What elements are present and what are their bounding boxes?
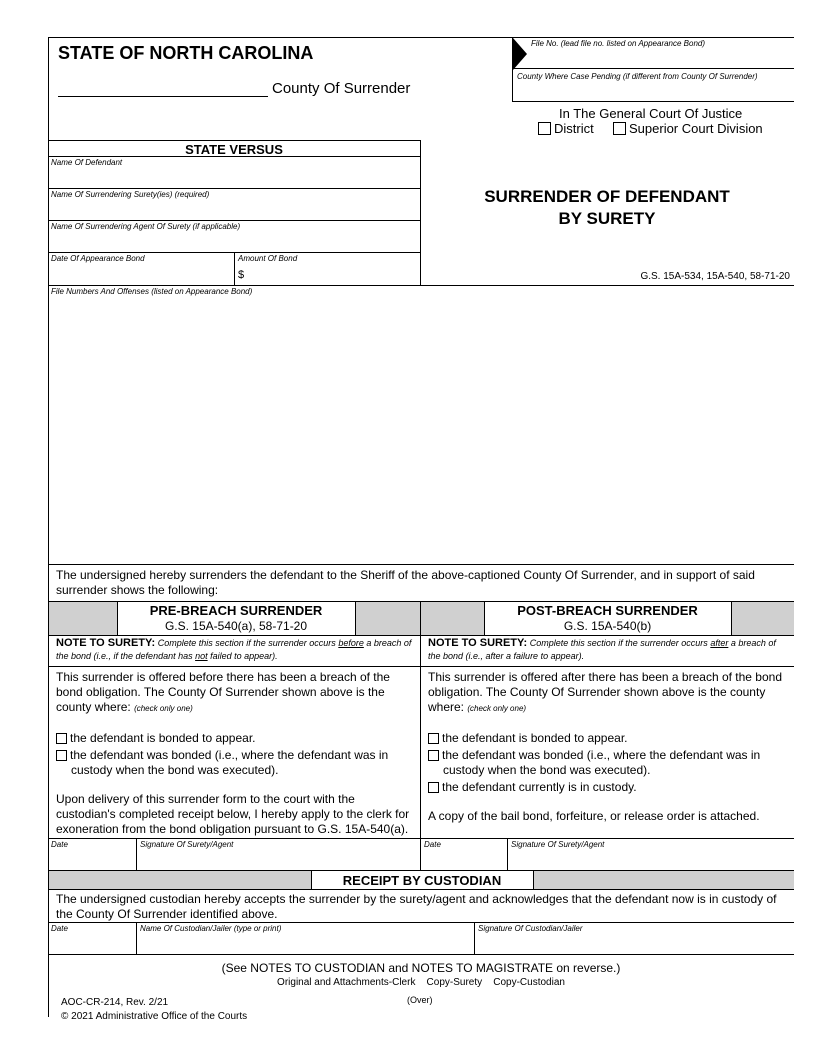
post-opt1-checkbox[interactable] [428,733,439,744]
post-gray-left [421,602,484,635]
pre-opt1[interactable]: the defendant is bonded to appear. [56,731,414,746]
post-date-label[interactable]: Date [424,840,441,849]
line-defendant [48,156,420,157]
pre-gray-right [356,602,420,635]
receipt-div2 [474,922,475,954]
district-label: District [554,121,594,136]
versus-top [48,140,420,141]
file-no-label[interactable]: File No. (lead file no. listed on Appearance Bond) [531,39,706,48]
title-line2: BY SURETY [558,209,656,228]
pre-delivery: Upon delivery of this surrender form to the court with the custodian's completed receipt below, I hereby apply to the clerk for exoneration from the bond obligation pursuant to G.S. 15A-540(a). [56,792,410,836]
post-statute: G.S. 15A-540(b) [563,619,652,633]
line-agent [48,220,420,221]
date-bond-label[interactable]: Date Of Appearance Bond [51,254,145,263]
surety-label[interactable]: Name Of Surrendering Surety(ies) (required) [51,190,210,199]
file-box-divider [512,68,794,69]
pre-opt1-checkbox[interactable] [56,733,67,744]
file-box-left [512,37,513,101]
receipt-gray-right [534,871,794,889]
sig-top [48,838,794,839]
receipt-sig-top [48,922,794,923]
post-gray-right [732,602,794,635]
defendant-label[interactable]: Name Of Defendant [51,158,123,167]
state-versus-label: STATE VERSUS [185,142,283,157]
section-divider [420,601,421,870]
amount-label[interactable]: Amount Of Bond [238,254,298,263]
receipt-title: RECEIPT BY CUSTODIAN [342,873,502,888]
pre-note: NOTE TO SURETY: Complete this section if the surrender occurs before a breach of the bond (i.e., if the defendant has not failed to appear). [56,637,412,661]
post-opt2[interactable]: the defendant was bonded (i.e., where the defendant was in custody when the bond was executed). [428,748,803,778]
form-number: AOC-CR-214, Rev. 2/21 [61,997,169,1008]
district-checkbox[interactable] [538,122,551,135]
pre-date-label[interactable]: Date [51,840,68,849]
state-heading: STATE OF NORTH CAROLINA [58,43,314,63]
pre-head-r [355,601,356,635]
receipt-gray-left [49,871,311,889]
pre-title: PRE-BREACH SURRENDER [149,603,323,618]
pre-sig-div [136,838,137,870]
superior-option[interactable] [613,121,763,136]
pre-opt2-checkbox[interactable] [56,750,67,761]
distribution: Original and Attachments-Clerk Copy-Surety Copy-Custodian [277,977,565,988]
top-border [48,37,794,38]
post-copy-note: A copy of the bail bond, forfeiture, or release order is attached. [428,809,760,823]
file-box-bottom [512,101,794,102]
court-label: In The General Court Of Justice [559,106,743,121]
title-statutes: G.S. 15A-534, 15A-540, 58-71-20 [640,271,790,282]
section-head-bottom [48,635,794,636]
agent-label[interactable]: Name Of Surrendering Agent Of Surety (if applicable) [51,222,241,231]
line-file-numbers [48,285,794,286]
post-head-r [731,601,732,635]
bond-divider [234,252,235,285]
note-bottom [48,666,794,667]
post-sig-div [507,838,508,870]
receipt-sig-label[interactable]: Signature Of Custodian/Jailer [478,924,583,933]
receipt-date-label[interactable]: Date [51,924,68,933]
post-note: NOTE TO SURETY: Complete this section if the surrender occurs after a breach of the bond (i.e., after a failure to appear). [428,637,776,661]
pre-body: This surrender is offered before there has been a breach of the bond obligation. The County Of Surrender shown above is the county where: (check only one) [56,670,390,714]
form-title [420,186,794,230]
intro-text: The undersigned hereby surrenders the defendant to the Sheriff of the above-captioned County Of Surrender, and in support of said surrender shows the following: [56,568,755,597]
post-opt3-checkbox[interactable] [428,782,439,793]
pre-sig-label[interactable]: Signature Of Surety/Agent [140,840,234,849]
receipt-bottom [48,954,794,955]
see-notes: (See NOTES TO CUSTODIAN and NOTES TO MAGISTRATE on reverse.) [221,961,621,975]
post-opt1[interactable]: the defendant is bonded to appear. [428,731,788,746]
county-pending-label[interactable]: County Where Case Pending (if different from County Of Surrender) [517,72,758,81]
receipt-div1 [136,922,137,954]
post-opt3[interactable]: the defendant currently is in custody. [428,780,788,795]
post-sig-label[interactable]: Signature Of Surety/Agent [511,840,605,849]
superior-checkbox[interactable] [613,122,626,135]
receipt-name-label[interactable]: Name Of Custodian/Jailer (type or print) [140,924,282,933]
file-numbers-label[interactable]: File Numbers And Offenses (listed on Appearance Bond) [51,287,253,296]
receipt-head-bottom [48,889,794,890]
line-surety [48,188,420,189]
receipt-body: The undersigned custodian hereby accepts the surrender by the surety/agent and acknowledges that the defendant now is in custody of the County Of Surrender identified above. [56,892,777,921]
copyright: © 2021 Administrative Office of the Courts [61,1011,248,1022]
post-opt2-checkbox[interactable] [428,750,439,761]
post-title: POST-BREACH SURRENDER [517,603,698,618]
dollar-sign: $ [238,269,245,281]
county-label[interactable]: County Of Surrender [272,80,411,97]
post-body: This surrender is offered after there has been a breach of the bond obligation. The County Of Surrender shown above is the county where: (check only one) [428,670,782,714]
file-no-marker-icon [513,38,527,70]
receipt-head-r [533,870,534,889]
line-intro [48,564,794,565]
county-underline [58,96,268,97]
title-line1: SURRENDER OF DEFENDANT [484,187,730,206]
pre-gray-left [49,602,117,635]
pre-statute: G.S. 15A-540(a), 58-71-20 [164,619,308,633]
superior-label: Superior Court Division [629,121,763,136]
pre-opt2[interactable]: the defendant was bonded (i.e., where the defendant was in custody when the bond was executed). [56,748,429,778]
district-option[interactable] [538,121,594,136]
over-label: (Over) [407,995,433,1005]
